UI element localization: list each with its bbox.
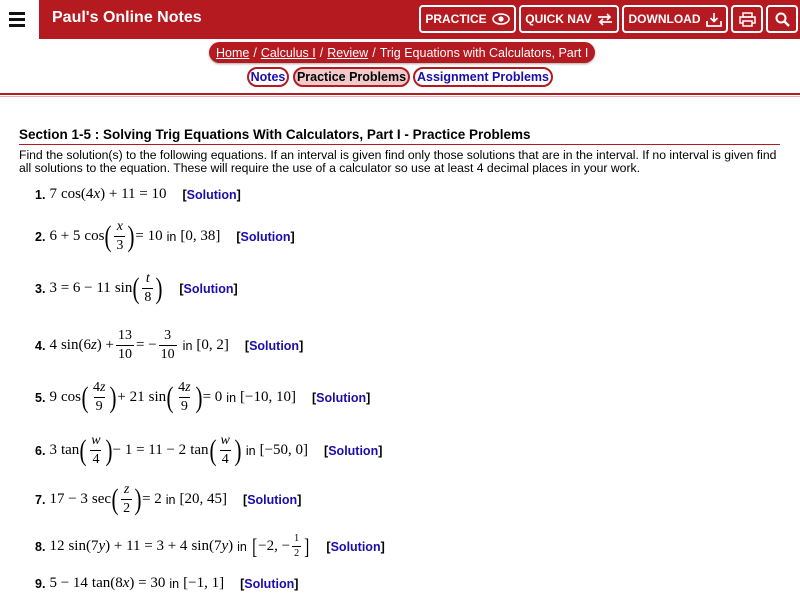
problem-interval: [−1, 1] bbox=[183, 575, 225, 591]
problem-interval: [0, 38] bbox=[180, 228, 221, 244]
problem-equation: 9 cos ( $\frac{4z}{9}$ ) + 21 sin ( $\frac{4z}{9}$ ) = 0 bbox=[49, 380, 223, 414]
breadcrumb-separator: / bbox=[372, 45, 376, 60]
site-title[interactable]: Paul's Online Notes bbox=[52, 9, 202, 26]
problem-interval: [−50, 0] bbox=[259, 442, 309, 458]
problem-equation: 7 cos(4 x ) + 11 = 10 bbox=[49, 186, 167, 202]
interval-word: in bbox=[237, 539, 247, 554]
problem-number: 8. bbox=[35, 539, 46, 554]
section-title: Section 1-5 : Solving Trig Equations With Calculators, Part I - Practice Problems bbox=[19, 127, 531, 142]
problem-interval: [0, 2] bbox=[196, 337, 229, 353]
quick-nav-button[interactable] bbox=[519, 5, 619, 33]
solution-link[interactable]: [Solution] bbox=[182, 187, 241, 202]
solution-link[interactable]: [Solution] bbox=[179, 281, 238, 296]
problem-equation: 17 − 3 sec ( $\frac{z}{2}$ ) = 2 bbox=[49, 482, 162, 516]
problem-number: 3. bbox=[35, 281, 46, 296]
solution-link[interactable]: [Solution] bbox=[240, 576, 299, 591]
practice-button-label: PRACTICE bbox=[425, 12, 487, 26]
menu-icon[interactable] bbox=[9, 8, 29, 30]
header-divider bbox=[0, 93, 800, 95]
problem-8 bbox=[35, 534, 385, 559]
problem-5 bbox=[35, 381, 370, 414]
search-button[interactable] bbox=[766, 5, 798, 33]
problem-number: 1. bbox=[35, 187, 46, 202]
interval-word: in bbox=[166, 229, 177, 244]
interval-word: in bbox=[169, 576, 180, 591]
problem-number: 2. bbox=[35, 229, 46, 244]
download-icon bbox=[706, 12, 722, 27]
problem-equation: 3 = 6 − 11 sin ( $\frac{t}{8}$ ) bbox=[49, 271, 163, 305]
problem-4 bbox=[35, 329, 303, 362]
problem-6 bbox=[35, 434, 382, 467]
problem-number: 9. bbox=[35, 576, 46, 591]
swap-arrows-icon bbox=[597, 13, 613, 26]
problem-2 bbox=[35, 220, 295, 253]
solution-link[interactable]: [Solution] bbox=[311, 390, 371, 405]
problem-number: 4. bbox=[35, 338, 46, 353]
problem-3 bbox=[35, 272, 238, 305]
interval-word: in bbox=[245, 443, 256, 458]
practice-button[interactable] bbox=[419, 5, 516, 33]
interval-word: in bbox=[226, 390, 237, 405]
page-tabs bbox=[0, 67, 800, 87]
problem-interval: [20, 45] bbox=[179, 491, 228, 507]
interval-word: in bbox=[165, 492, 176, 507]
download-button[interactable] bbox=[622, 5, 728, 33]
solution-link[interactable]: [Solution] bbox=[324, 443, 383, 458]
solution-link[interactable]: [Solution] bbox=[243, 492, 302, 507]
quick-nav-button-label: QUICK NAV bbox=[525, 12, 592, 26]
problem-interval: [−10, 10] bbox=[240, 389, 296, 405]
printer-icon bbox=[739, 12, 756, 27]
problem-1 bbox=[35, 186, 241, 203]
breadcrumb-review[interactable]: Review bbox=[327, 45, 369, 60]
solution-link[interactable]: [Solution] bbox=[236, 229, 295, 244]
problem-number: 5. bbox=[35, 390, 46, 405]
breadcrumb bbox=[209, 42, 595, 63]
solution-link[interactable]: [Solution] bbox=[326, 539, 385, 554]
interval-word: in bbox=[182, 338, 193, 353]
top-bar bbox=[0, 0, 800, 39]
breadcrumb-current: Trig Equations with Calculators, Part I bbox=[379, 45, 589, 60]
solution-link[interactable]: [Solution] bbox=[244, 338, 304, 353]
problem-equation: 12 sin(7 y ) + 11 = 3 + 4 sin(7 y ) bbox=[49, 538, 234, 554]
tab-practice-problems[interactable]: Practice Problems bbox=[293, 67, 410, 87]
breadcrumb-separator: / bbox=[319, 45, 324, 60]
search-icon bbox=[775, 12, 790, 27]
problem-interval: [ −2, − $\frac{1}{2}$ ] bbox=[251, 533, 310, 559]
download-button-label: DOWNLOAD bbox=[628, 12, 701, 26]
header-divider-shadow bbox=[0, 96, 800, 97]
instructions-text: Find the solution(s) to the following equations. If an interval is given find only those solutions that are in the interval. If no interval is given find all solutions to the equation. These will require the use of a calculator so use at least 4 decimal places in your work. bbox=[19, 148, 777, 175]
problem-equation: 5 − 14 tan(8 x ) = 30 bbox=[49, 575, 166, 591]
tab-assignment-problems[interactable]: Assignment Problems bbox=[413, 67, 553, 87]
breadcrumb-home[interactable]: Home bbox=[216, 45, 250, 60]
problem-number: 7. bbox=[35, 492, 46, 507]
print-button[interactable] bbox=[731, 5, 763, 33]
problem-9 bbox=[35, 575, 298, 592]
problem-7 bbox=[35, 483, 301, 516]
problem-equation: 4 sin(6 z ) + $\frac{13}{10}$ = − $\frac{3}{10}$ bbox=[49, 328, 175, 362]
section-divider bbox=[19, 144, 780, 145]
breadcrumb-separator: / bbox=[253, 45, 257, 60]
tab-notes[interactable]: Notes bbox=[247, 67, 289, 87]
breadcrumb-calculus-i[interactable]: Calculus I bbox=[260, 45, 316, 60]
problem-number: 6. bbox=[35, 443, 46, 458]
problem-equation: 3 tan ( $\frac{w}{4}$ ) − 1 = 11 − 2 tan ( $\frac{w}{4}$ ) bbox=[49, 433, 242, 467]
problem-equation: 6 + 5 cos ( $\frac{x}{3}$ ) = 10 bbox=[49, 219, 163, 253]
eye-icon bbox=[492, 13, 510, 25]
